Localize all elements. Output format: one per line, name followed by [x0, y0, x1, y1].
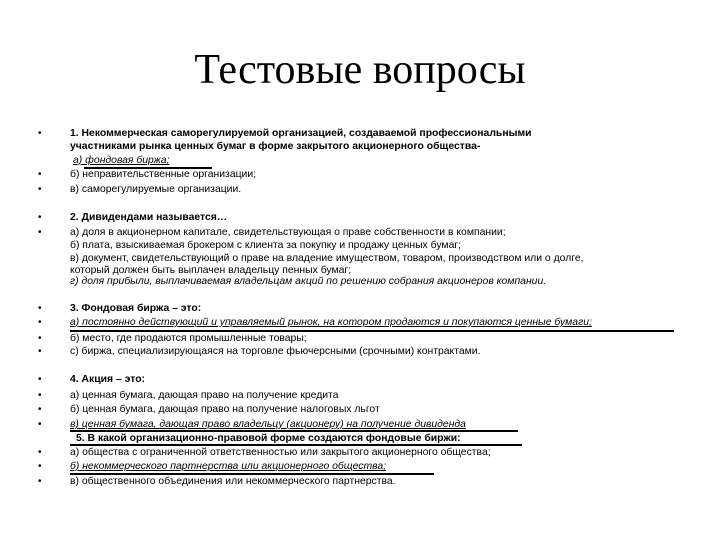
q3-answer-c: с) биржа, специализирующаяся на торговле фьючерсными (срочными) контрактами. [70, 346, 481, 357]
question-3-text: 3. Фондовая биржа – это: [70, 303, 202, 314]
q3-answer-a-underline [70, 330, 674, 332]
q3-answer-a [70, 317, 592, 329]
q3-answer-b: б) место, где продаются промышленные товары; [70, 333, 307, 344]
bullet: • [38, 303, 42, 314]
q5-answer-b-text: б) некоммерческого партнерства или акционерного общества; [70, 461, 386, 472]
q1-answer-a-underline [84, 167, 212, 169]
bullet: • [38, 317, 42, 328]
question-5-text: 5. В какой организационно-правовой форме создаются фондовые биржи: [76, 433, 461, 444]
bullet: • [38, 169, 42, 180]
question-1-text-line-2: участниками рынка ценных бумаг в форме закрытого акционерного общества- [70, 141, 481, 152]
q4-answer-b: б) ценная бумага, дающая право на получение налоговых льгот [70, 404, 380, 415]
bullet: • [38, 390, 42, 401]
bullet: • [38, 374, 42, 385]
question-4-text: 4. Акция – это: [70, 374, 146, 385]
bullet: • [38, 404, 42, 415]
bullet: • [38, 346, 42, 357]
q2-answer-c-line-2: который должен быть выплачен владельцу пенных бумаг; [70, 265, 352, 276]
q5-answer-b-underline-2 [70, 473, 434, 475]
bullet: • [38, 128, 42, 139]
bullet: • [38, 333, 42, 344]
q5-answer-b-underline [70, 444, 522, 446]
q4-answer-c-text: в) ценная бумага, дающая право владельцу (акционеру) на получение дивиденда [70, 419, 466, 430]
q2-answer-a: а) доля в акционерном капитале, свидетельствующая о праве собственности в компании; [70, 227, 506, 238]
bullet: • [38, 227, 42, 238]
bullet: • [38, 419, 42, 430]
q1-answer-a [73, 155, 169, 167]
bullet: • [38, 212, 42, 223]
bullet: • [38, 184, 42, 195]
q5-answer-b [70, 461, 386, 473]
q2-answer-d: г) доля прибыли, выплачиваемая владельцам акций по решению собрания акционеров компании. [70, 276, 547, 287]
q1-answer-a-text: а) фондовая биржа; [73, 155, 170, 166]
bullet: • [38, 447, 42, 458]
q2-answer-c-line-1: в) документ, свидетельствующий о праве на владение имуществом, товаром, производством или о долге, [70, 253, 584, 264]
bullet: • [38, 476, 42, 487]
slide-title: Тестовые вопросы [194, 47, 526, 93]
question-2-text: 2. Дивидендами называется… [70, 212, 228, 223]
q4-answer-c-underline [70, 430, 518, 432]
q1-answer-b: б) неправительственные организации; [70, 169, 257, 180]
bullet: • [38, 461, 42, 472]
q5-answer-c: в) общественного объединения или некоммерческого партнерства. [70, 476, 396, 487]
q3-answer-a-text: а) постоянно действующий и управляемый рынок, на котором продаются и покупаются ценные бумаги; [70, 317, 592, 328]
q1-answer-c: в) саморегулируемые организации. [70, 184, 242, 195]
q4-answer-a: а) ценная бумага, дающая право на получение кредита [70, 390, 339, 401]
question-1-text-line-1: 1. Некоммерческая саморегулируемой организацией, создаваемой профессиональными [70, 128, 532, 139]
q2-answer-b: б) плата, взыскиваемая брокером с клиента за покупку и продажу ценных бумаг; [70, 240, 462, 251]
q5-answer-a: а) общества с ограниченной ответственностью или закрытого акционерного общества; [70, 447, 491, 458]
